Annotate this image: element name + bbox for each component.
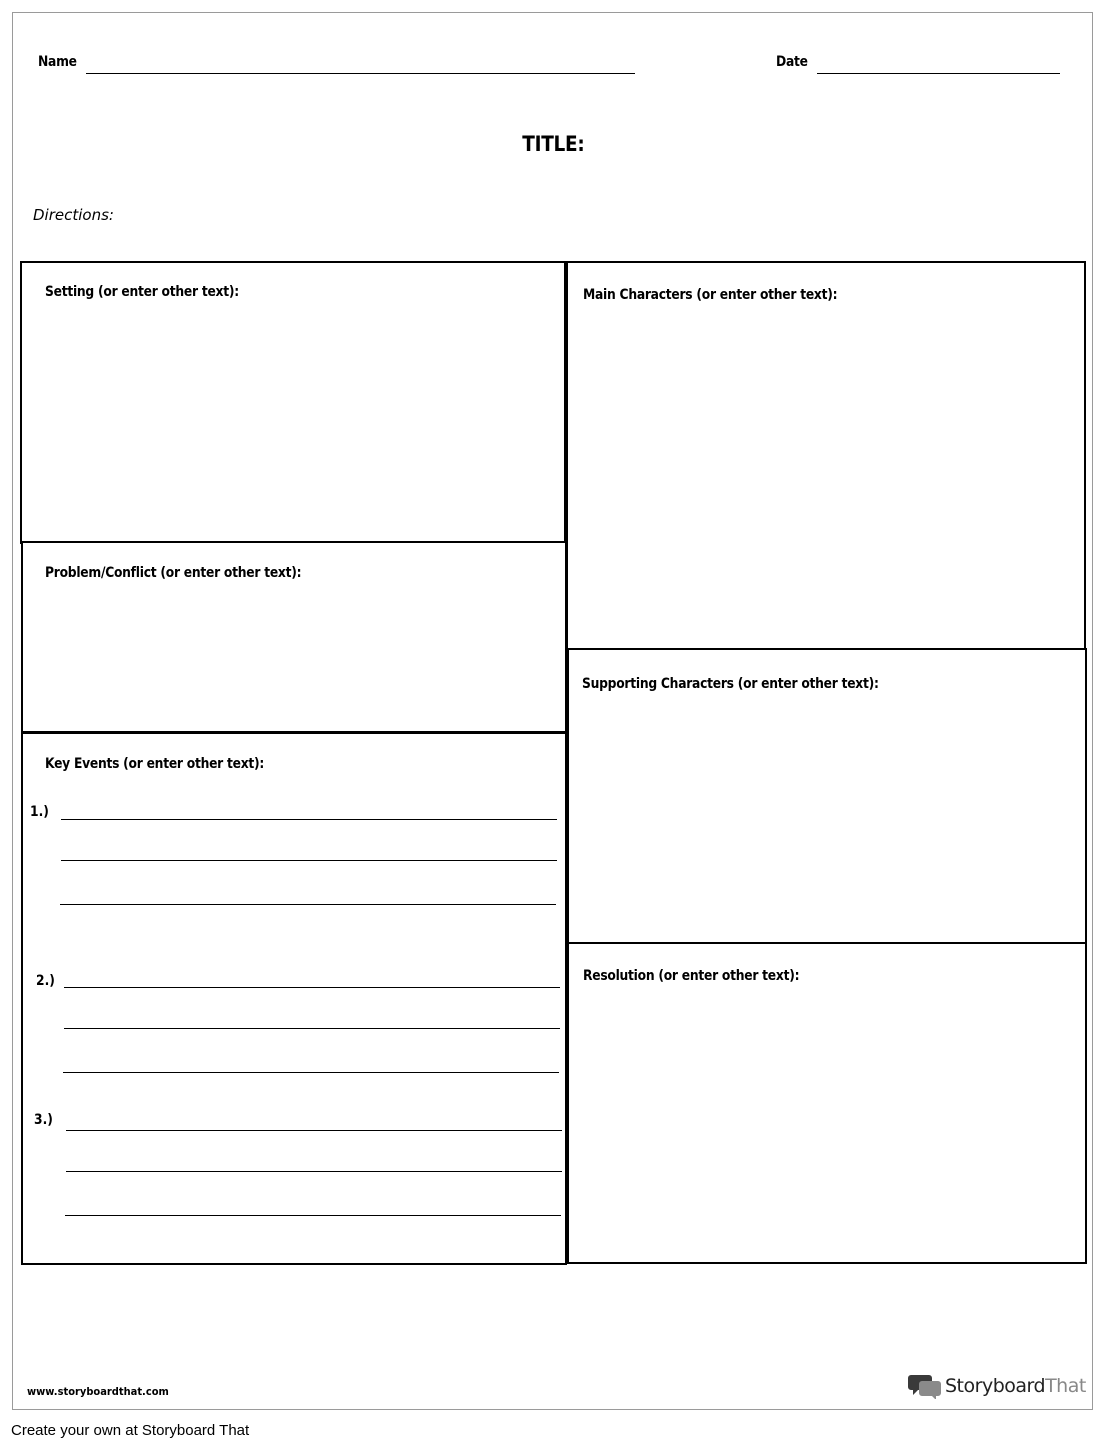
key-events-label: Key Events (or enter other text): [45,756,265,772]
setting-label: Setting (or enter other text): [45,284,239,300]
logo-text-storyboard: Storyboard [945,1375,1046,1397]
problem-box[interactable] [21,541,567,733]
event-number-2: 2.) [36,973,55,989]
create-your-own-credit[interactable]: Create your own at Storyboard That [11,1422,250,1439]
event-1-line-3[interactable] [60,904,556,905]
event-2-line-1[interactable] [64,987,560,988]
event-1-line-2[interactable] [61,860,557,861]
event-3-line-3[interactable] [65,1215,561,1216]
main-characters-box[interactable] [566,261,1086,651]
title-heading: TITLE: [522,132,585,156]
event-2-line-3[interactable] [63,1072,559,1073]
event-number-1: 1.) [30,804,49,820]
event-1-line-1[interactable] [61,819,557,820]
main-characters-label: Main Characters (or enter other text): [583,287,838,303]
key-events-box[interactable] [21,732,567,1265]
resolution-label: Resolution (or enter other text): [583,968,800,984]
resolution-box[interactable] [567,942,1087,1264]
footer-url: www.storyboardthat.com [27,1385,169,1398]
setting-box[interactable] [20,261,566,544]
event-3-line-1[interactable] [66,1130,562,1131]
supporting-characters-label: Supporting Characters (or enter other text): [582,676,879,692]
date-line[interactable] [817,73,1060,74]
name-label: Name [38,54,77,70]
supporting-characters-box[interactable] [567,648,1087,945]
date-label: Date [776,54,808,70]
storyboardthat-logo [908,1373,1086,1399]
event-number-3: 3.) [34,1112,53,1128]
speech-bubble-icon [908,1373,942,1399]
directions-label: Directions: [33,206,114,224]
name-line[interactable] [86,73,635,74]
problem-label: Problem/Conflict (or enter other text): [45,565,302,581]
event-3-line-2[interactable] [66,1171,562,1172]
logo-text-that: That [1045,1375,1086,1397]
event-2-line-2[interactable] [64,1028,560,1029]
